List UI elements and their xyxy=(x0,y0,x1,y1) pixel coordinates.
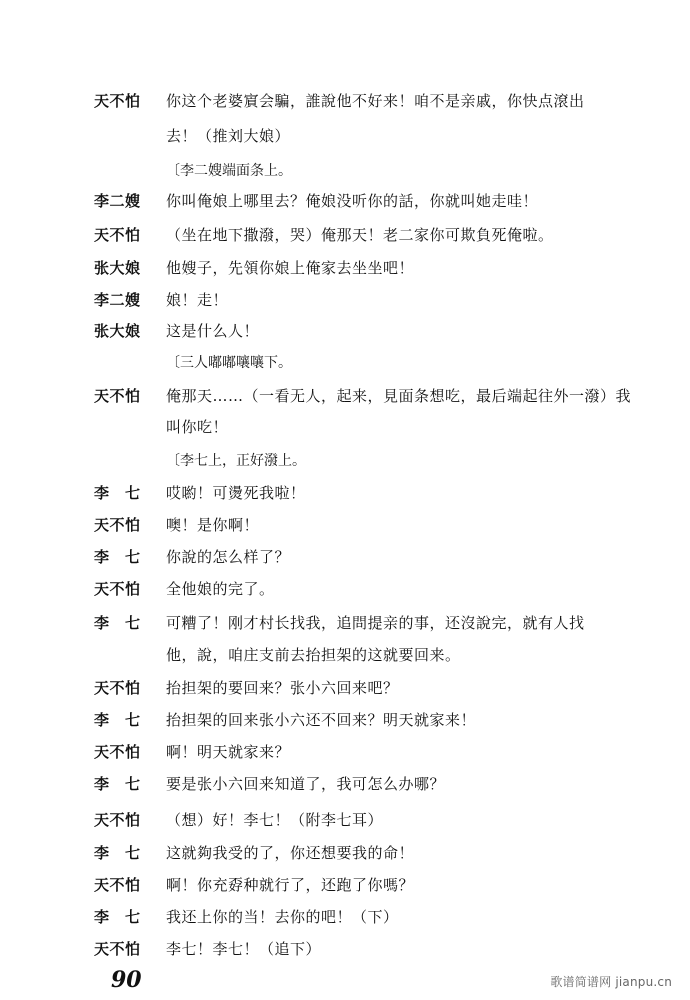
line-text: （想）好！李七！（附李七耳） xyxy=(166,811,384,829)
speaker-name: 天不怕 xyxy=(94,811,141,829)
dialogue-line xyxy=(0,510,690,540)
line-text: 你这个老婆賔会騙，誰說他不好来！咱不是亲戚，你快点滾出 xyxy=(166,92,585,110)
dialogue-line xyxy=(0,253,690,283)
dialogue-line xyxy=(0,870,690,900)
speaker-name: 天不怕 xyxy=(94,516,141,534)
stage-direction-text: 〔李二嫂端面条上。 xyxy=(166,163,292,179)
dialogue-line xyxy=(0,285,690,315)
line-text: 俺那天……（一看无人，起来，見面条想吃，最后端起往外一潑）我 xyxy=(166,387,632,405)
speaker-name: 天不怕 xyxy=(94,679,141,697)
line-text: 娘！走！ xyxy=(166,291,229,309)
line-text: 这是什么人！ xyxy=(166,322,260,340)
page-number: 90 xyxy=(111,967,142,993)
line-text: 啊！明天就家来？ xyxy=(166,743,291,761)
speaker-name: 李 七 xyxy=(94,844,141,862)
line-text: 你叫俺娘上哪里去？俺娘没听你的話，你就叫她走哇！ xyxy=(166,192,539,210)
speaker-name: 李二嫂 xyxy=(94,192,141,210)
dialogue-line xyxy=(0,805,690,835)
line-text: 全他娘的完了。 xyxy=(166,580,275,598)
speaker-name: 张大娘 xyxy=(94,259,141,277)
line-text: （坐在地下撒潑，哭）俺那天！老二家你可欺負死俺啦。 xyxy=(166,226,554,244)
site-watermark: 歌谱简谱网 jianpu.cn xyxy=(550,975,672,989)
speaker-name: 李 七 xyxy=(94,548,141,566)
speaker-name: 天不怕 xyxy=(94,387,141,405)
line-text: 李七！李七！（追下） xyxy=(166,940,322,958)
line-text: 去！（推刘大娘） xyxy=(166,127,291,145)
dialogue-line xyxy=(0,673,690,703)
line-text: 抬担架的要回来？张小六回来吧？ xyxy=(166,679,399,697)
dialogue-line xyxy=(0,769,690,799)
dialogue-line xyxy=(0,934,690,964)
speaker-name: 李 七 xyxy=(94,484,141,502)
dialogue-line xyxy=(0,186,690,216)
speaker-name: 天不怕 xyxy=(94,580,141,598)
dialogue-line xyxy=(0,220,690,250)
dialogue-line xyxy=(0,737,690,767)
dialogue-line xyxy=(0,86,690,116)
stage-direction xyxy=(0,348,690,378)
speaker-name: 张大娘 xyxy=(94,322,141,340)
line-text: 抬担架的回来张小六还不回来？明天就家来！ xyxy=(166,711,477,729)
dialogue-line-continued xyxy=(0,121,690,151)
speaker-name: 天不怕 xyxy=(94,940,141,958)
speaker-name: 李 七 xyxy=(94,614,141,632)
speaker-name: 李 七 xyxy=(94,908,141,926)
speaker-name: 天不怕 xyxy=(94,226,141,244)
stage-direction xyxy=(0,156,690,186)
stage-direction-text: 〔三人嘟嘟嚷嚷下。 xyxy=(166,355,292,371)
line-text: 可糟了！刚才村长找我，追問提亲的事，还沒說完，就有人找 xyxy=(166,614,585,632)
dialogue-line xyxy=(0,705,690,735)
speaker-name: 天不怕 xyxy=(94,92,141,110)
dialogue-line-continued xyxy=(0,640,690,670)
line-text: 叫你吃！ xyxy=(166,418,229,436)
line-text: 噢！是你啊！ xyxy=(166,516,260,534)
speaker-name: 李 七 xyxy=(94,711,141,729)
stage-direction xyxy=(0,446,690,476)
line-text: 哎喲！可燙死我啦！ xyxy=(166,484,306,502)
dialogue-line xyxy=(0,478,690,508)
line-text: 要是张小六回来知道了，我可怎么办哪？ xyxy=(166,775,446,793)
dialogue-line xyxy=(0,542,690,572)
speaker-name: 李二嫂 xyxy=(94,291,141,309)
line-text: 我还上你的当！去你的吧！（下） xyxy=(166,908,399,926)
line-text: 他，說，咱庄支前去抬担架的这就要回来。 xyxy=(166,646,461,664)
stage-direction-text: 〔李七上，正好潑上。 xyxy=(166,453,306,469)
line-text: 啊！你充孬种就行了，还跑了你嗎？ xyxy=(166,876,415,894)
speaker-name: 天不怕 xyxy=(94,743,141,761)
dialogue-line xyxy=(0,902,690,932)
speaker-name: 天不怕 xyxy=(94,876,141,894)
dialogue-line xyxy=(0,316,690,346)
dialogue-line-continued xyxy=(0,412,690,442)
speaker-name: 李 七 xyxy=(94,775,141,793)
dialogue-line xyxy=(0,608,690,638)
line-text: 你說的怎么样了？ xyxy=(166,548,291,566)
dialogue-line xyxy=(0,838,690,868)
line-text: 这就夠我受的了，你还想要我的命！ xyxy=(166,844,415,862)
line-text: 他嫂子，先領你娘上俺家去坐坐吧！ xyxy=(166,259,415,277)
dialogue-line xyxy=(0,381,690,411)
dialogue-line xyxy=(0,574,690,604)
